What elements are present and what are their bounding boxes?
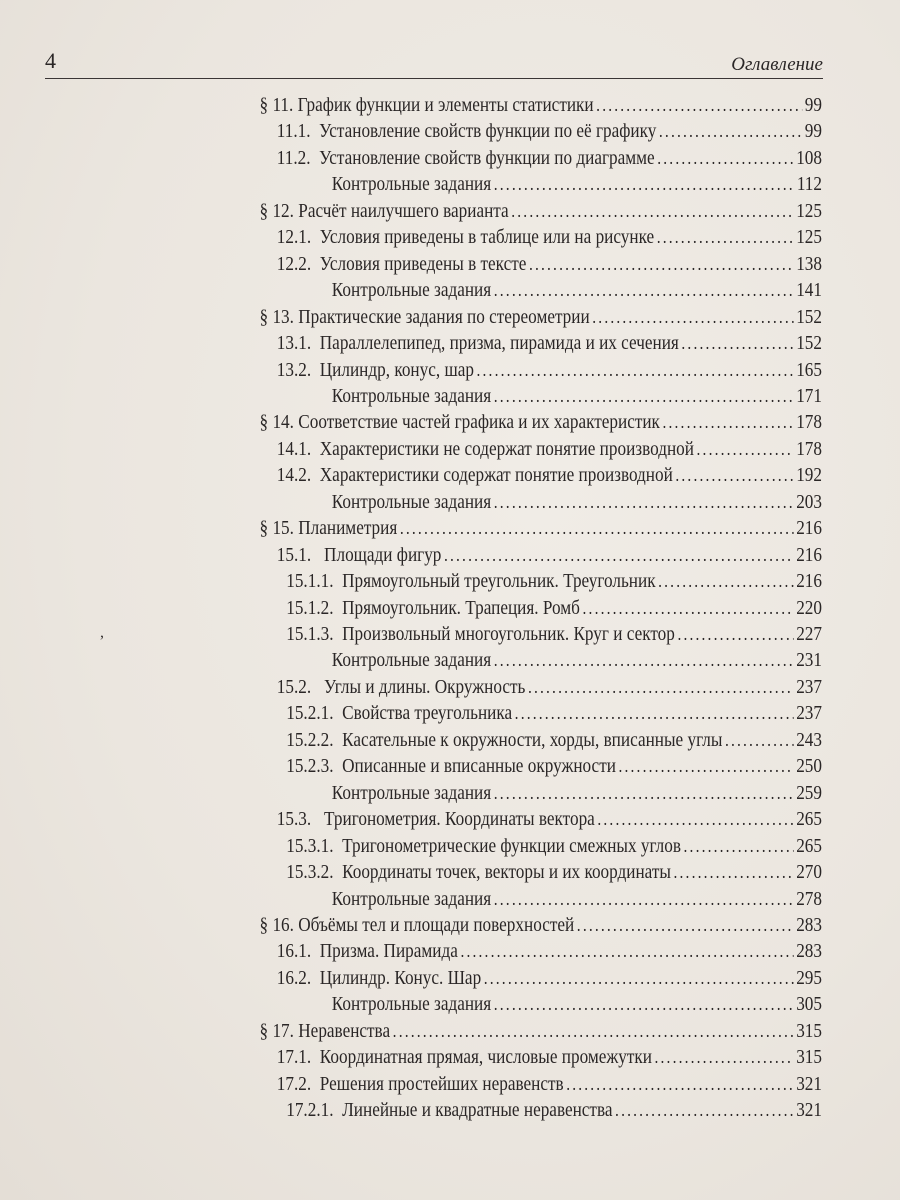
page-number: 4 bbox=[45, 48, 56, 73]
toc-entry-page: 231 bbox=[796, 649, 822, 672]
dot-leader bbox=[681, 330, 793, 356]
toc-entry-label bbox=[332, 780, 491, 806]
toc-entry-page: 216 bbox=[796, 543, 822, 566]
toc-entry[interactable] bbox=[286, 727, 822, 753]
toc-entry-label bbox=[277, 357, 474, 383]
toc-entry[interactable] bbox=[332, 171, 822, 197]
toc-entry[interactable] bbox=[277, 118, 822, 144]
toc-entry-label bbox=[277, 542, 442, 568]
print-speck: , bbox=[100, 624, 104, 641]
toc-entry-page: 237 bbox=[796, 675, 822, 698]
toc-entry-number: § 17. bbox=[259, 1019, 294, 1042]
toc-entry-title: Решения простейших неравенств bbox=[319, 1072, 564, 1095]
toc-entry[interactable] bbox=[260, 304, 822, 330]
toc-entry[interactable] bbox=[260, 515, 822, 541]
toc-entry-page: 108 bbox=[796, 146, 822, 169]
dot-leader bbox=[659, 118, 802, 144]
toc-entry-label bbox=[277, 806, 595, 832]
dot-leader bbox=[596, 92, 802, 118]
toc-entry[interactable] bbox=[277, 938, 822, 964]
dot-leader bbox=[400, 515, 794, 541]
toc-entry[interactable] bbox=[332, 383, 822, 409]
toc-entry-number: § 11. bbox=[259, 94, 294, 116]
dot-leader bbox=[460, 938, 793, 964]
toc-entry-page: 178 bbox=[796, 437, 822, 460]
toc-entry[interactable] bbox=[286, 1097, 822, 1123]
toc-entry-number: 13.2. bbox=[276, 358, 312, 381]
dot-leader bbox=[484, 965, 794, 991]
toc-entry-title: Касательные к окружности, хорды, вписанные углы bbox=[342, 728, 723, 751]
dot-leader bbox=[494, 647, 794, 673]
toc-entry-label bbox=[332, 277, 491, 303]
toc-entry-page: 216 bbox=[796, 570, 822, 593]
toc-entry[interactable] bbox=[277, 224, 822, 250]
spacer bbox=[311, 1046, 320, 1068]
spacer bbox=[334, 861, 343, 883]
toc-entry-page: 278 bbox=[796, 887, 822, 910]
toc-entry-page: 243 bbox=[796, 728, 822, 751]
spacer bbox=[334, 623, 343, 645]
toc-entry[interactable] bbox=[277, 674, 822, 700]
toc-entry[interactable] bbox=[260, 198, 822, 224]
toc-entry-title: Углы и длины. Окружность bbox=[319, 675, 526, 698]
spacer bbox=[311, 147, 320, 169]
toc-entry-label bbox=[286, 727, 722, 753]
spacer bbox=[334, 597, 343, 619]
toc-entry-page: 250 bbox=[796, 755, 822, 778]
toc-entry-page: 152 bbox=[796, 305, 822, 328]
toc-entry-title: Параллелепипед, призма, пирамида и их сечения bbox=[319, 332, 679, 355]
toc-entry-page: 315 bbox=[796, 1019, 822, 1042]
dot-leader bbox=[477, 357, 794, 383]
dot-leader bbox=[657, 224, 794, 250]
toc-entry-label bbox=[286, 833, 681, 859]
toc-entry[interactable] bbox=[332, 780, 822, 806]
dot-leader bbox=[583, 595, 794, 621]
spacer bbox=[311, 1073, 320, 1095]
toc-entry-title: График функции и элементы статистики bbox=[297, 94, 594, 116]
toc-entry-title: Характеристики содержат понятие производной bbox=[319, 464, 673, 487]
toc-entry-title: Цилиндр. Конус. Шар bbox=[319, 966, 482, 989]
toc-entry-page: 265 bbox=[796, 834, 822, 857]
toc-entry[interactable] bbox=[332, 647, 822, 673]
toc-entry-title: Расчёт наилучшего варианта bbox=[298, 199, 509, 222]
toc-entry-title: Характеристики не содержат понятие производной bbox=[319, 437, 694, 460]
toc-entry-title: Контрольные задания bbox=[331, 279, 492, 302]
toc-entry-title: Объёмы тел и площади поверхностей bbox=[298, 913, 575, 936]
toc-entry-number: § 15. bbox=[259, 517, 294, 540]
toc-entry-page: 321 bbox=[796, 1072, 822, 1095]
spacer bbox=[334, 1099, 343, 1121]
toc-entry-page: 270 bbox=[796, 861, 822, 884]
spacer bbox=[311, 967, 320, 989]
toc-entry-number: 15.2.2. bbox=[286, 728, 334, 751]
toc-entry-title: Тригонометрия. Координаты вектора bbox=[319, 808, 595, 831]
toc-entry-page: 171 bbox=[796, 384, 822, 407]
toc-entry[interactable] bbox=[260, 409, 822, 435]
dot-leader bbox=[566, 1071, 793, 1097]
toc-entry-label bbox=[260, 912, 575, 938]
toc-entry-title: Контрольные задания bbox=[331, 649, 492, 672]
dot-leader bbox=[515, 700, 794, 726]
toc-entry-title: Произвольный многоугольник. Круг и сектор bbox=[342, 623, 675, 645]
toc-entry[interactable] bbox=[286, 833, 822, 859]
toc-entry-page: 295 bbox=[796, 966, 822, 989]
toc-entry-page: 178 bbox=[796, 411, 822, 434]
toc-entry-number: 15.1.3. bbox=[286, 623, 334, 645]
toc-entry-title: Призма. Пирамида bbox=[319, 940, 458, 963]
toc-entry-number: 17.2.1. bbox=[286, 1099, 334, 1122]
toc-entry-label bbox=[277, 436, 694, 462]
dot-leader bbox=[528, 674, 794, 700]
toc-entry-title: Планиметрия bbox=[298, 517, 398, 540]
dot-leader bbox=[494, 886, 794, 912]
toc-entry-page: 259 bbox=[796, 781, 822, 804]
toc-entry-page: 165 bbox=[796, 358, 822, 381]
toc-entry-number: 15.3.1. bbox=[286, 834, 334, 857]
spacer bbox=[311, 226, 320, 248]
dot-leader bbox=[674, 859, 794, 885]
toc-entry-title: Контрольные задания bbox=[331, 384, 492, 407]
dot-leader bbox=[619, 753, 794, 779]
toc-entry[interactable] bbox=[286, 700, 822, 726]
dot-leader bbox=[615, 1097, 794, 1123]
dot-leader bbox=[675, 462, 793, 488]
toc-entry-number: 14.2. bbox=[276, 464, 312, 487]
spacer bbox=[334, 702, 343, 724]
dot-leader bbox=[494, 383, 794, 409]
toc-entry-title: Установление свойств функции по диаграмме bbox=[319, 146, 655, 169]
toc-entry-page: 99 bbox=[804, 120, 822, 143]
dot-leader bbox=[494, 489, 794, 515]
toc-entry[interactable] bbox=[277, 806, 822, 832]
toc-entry-label bbox=[260, 1018, 391, 1044]
dot-leader bbox=[494, 991, 794, 1017]
toc-entry-label bbox=[332, 383, 491, 409]
toc-entry[interactable] bbox=[277, 542, 822, 568]
dot-leader bbox=[592, 304, 793, 330]
toc-entry-number: 12.2. bbox=[276, 252, 312, 275]
toc-entry-label bbox=[260, 198, 509, 224]
toc-entry-number: 12.1. bbox=[276, 226, 312, 249]
toc-entry-number: 13.1. bbox=[276, 332, 312, 355]
toc-entry[interactable] bbox=[277, 436, 822, 462]
toc-entry[interactable] bbox=[277, 965, 822, 991]
toc-entry-number: 15.1.1. bbox=[286, 570, 334, 593]
toc-entry-number: 15.3.2. bbox=[286, 861, 334, 884]
toc-entry-label bbox=[277, 145, 655, 171]
spacer bbox=[311, 676, 320, 698]
running-title: Оглавление bbox=[731, 54, 823, 75]
dot-leader bbox=[677, 621, 793, 647]
page-header bbox=[45, 48, 823, 79]
dot-leader bbox=[393, 1018, 794, 1044]
toc-entry-title: Координатная прямая, числовые промежутки bbox=[319, 1046, 652, 1069]
toc-entry-page: 138 bbox=[796, 252, 822, 275]
toc-entry[interactable] bbox=[332, 277, 822, 303]
toc-entry-number: 17.2. bbox=[276, 1072, 312, 1095]
toc-entry-label bbox=[277, 938, 458, 964]
toc-entry-page: 305 bbox=[796, 993, 822, 1016]
toc-entry-title: Установление свойств функции по её графику bbox=[319, 120, 657, 143]
spacer bbox=[334, 729, 343, 751]
toc-entry[interactable] bbox=[332, 991, 822, 1017]
toc-entry-title: Условия приведены в тексте bbox=[319, 252, 527, 275]
toc-entry-label bbox=[260, 92, 594, 118]
toc-entry-label bbox=[277, 1071, 564, 1097]
toc-entry-number: 15.2. bbox=[276, 675, 312, 698]
spacer bbox=[311, 808, 320, 830]
toc-entry[interactable] bbox=[277, 1044, 822, 1070]
toc-entry[interactable] bbox=[286, 621, 822, 647]
toc-entry-title: Практические задания по стереометрии bbox=[298, 305, 590, 328]
toc-entry-number: 15.2.1. bbox=[286, 702, 334, 725]
toc-entry-title: Контрольные задания bbox=[331, 490, 492, 513]
toc-entry-label bbox=[332, 647, 491, 673]
toc-entry-page: 152 bbox=[796, 332, 822, 355]
dot-leader bbox=[684, 833, 794, 859]
toc-entry-label bbox=[277, 118, 657, 144]
toc-entry-label bbox=[260, 409, 660, 435]
toc-entry-label bbox=[286, 568, 655, 594]
toc-entry[interactable] bbox=[332, 489, 822, 515]
toc-entry-title: Описанные и вписанные окружности bbox=[342, 755, 616, 778]
spacer bbox=[334, 570, 343, 592]
toc-entry-page: 265 bbox=[796, 808, 822, 831]
toc-entry-page: 203 bbox=[796, 490, 822, 513]
toc-entry-label bbox=[332, 991, 491, 1017]
toc-entry[interactable] bbox=[277, 145, 822, 171]
toc-entry-number: § 13. bbox=[259, 305, 294, 328]
toc-entry-label bbox=[286, 700, 512, 726]
spacer bbox=[311, 464, 320, 486]
toc-entry-label bbox=[332, 886, 491, 912]
spacer bbox=[311, 544, 320, 566]
toc-entry-label bbox=[286, 859, 671, 885]
spacer bbox=[334, 755, 343, 777]
toc-entry-label bbox=[277, 462, 673, 488]
toc-entry-number: 16.1. bbox=[276, 940, 312, 963]
toc-entry[interactable] bbox=[286, 859, 822, 885]
toc-entry-label bbox=[286, 621, 675, 647]
toc-entry[interactable] bbox=[260, 1018, 822, 1044]
toc-entry-number: 15.1.2. bbox=[286, 596, 334, 619]
dot-leader bbox=[655, 1044, 794, 1070]
spacer bbox=[311, 438, 320, 460]
toc-entry-title: Тригонометрические функции смежных углов bbox=[342, 834, 681, 857]
toc-entry-page: 321 bbox=[796, 1099, 822, 1122]
toc-entry-page: 141 bbox=[796, 279, 822, 302]
dot-leader bbox=[529, 251, 794, 277]
toc-entry-title: Прямоугольник. Трапеция. Ромб bbox=[342, 596, 580, 619]
toc-entry-title: Контрольные задания bbox=[331, 887, 492, 910]
dot-leader bbox=[662, 409, 793, 435]
toc-entry-number: 16.2. bbox=[276, 966, 312, 989]
toc-entry-title: Цилиндр, конус, шар bbox=[319, 358, 474, 381]
toc-entry-title: Линейные и квадратные неравенства bbox=[342, 1099, 613, 1122]
toc-entry-label bbox=[277, 674, 526, 700]
toc-entry-title: Соответствие частей графика и их характеристик bbox=[298, 411, 660, 434]
toc-entry-page: 315 bbox=[796, 1046, 822, 1069]
toc-entry-page: 220 bbox=[796, 596, 822, 619]
toc-entry[interactable] bbox=[286, 753, 822, 779]
dot-leader bbox=[444, 542, 794, 568]
toc-entry[interactable] bbox=[277, 462, 822, 488]
spacer bbox=[311, 359, 320, 381]
toc-entry-title: Прямоугольный треугольник. Треугольник bbox=[342, 570, 656, 593]
toc-entry-page: 112 bbox=[796, 173, 822, 196]
spacer bbox=[311, 940, 320, 962]
toc-entry-number: § 12. bbox=[259, 199, 294, 222]
toc-entry[interactable] bbox=[332, 886, 822, 912]
toc-entry[interactable] bbox=[277, 330, 822, 356]
toc-entry[interactable] bbox=[277, 251, 822, 277]
toc-entry-page: 125 bbox=[796, 199, 822, 222]
toc-entry-label bbox=[286, 595, 580, 621]
toc-entry-page: 125 bbox=[796, 226, 822, 249]
dot-leader bbox=[511, 198, 793, 224]
toc-entry-label bbox=[286, 753, 616, 779]
toc-entry-number: 15.1. bbox=[276, 543, 312, 566]
toc-entry-title: Контрольные задания bbox=[331, 993, 492, 1016]
toc-entry-label bbox=[260, 515, 398, 541]
dot-leader bbox=[577, 912, 794, 938]
toc-entry-label bbox=[332, 489, 491, 515]
toc-entry-title: Координаты точек, векторы и их координаты bbox=[342, 861, 671, 884]
toc-entry-label bbox=[277, 1044, 652, 1070]
toc-entry-title: Неравенства bbox=[298, 1019, 391, 1042]
toc-entry-label bbox=[277, 251, 527, 277]
toc-entry-title: Площади фигур bbox=[319, 543, 442, 566]
dot-leader bbox=[697, 436, 794, 462]
toc-entry-number: 17.1. bbox=[276, 1046, 312, 1069]
toc-entry-number: 15.2.3. bbox=[286, 755, 334, 778]
toc-entry-label bbox=[277, 965, 481, 991]
toc-entry-title: Свойства треугольника bbox=[342, 702, 513, 725]
toc-entry-number: 15.3. bbox=[276, 808, 312, 831]
spacer bbox=[311, 120, 320, 142]
toc-entry-page: 216 bbox=[796, 517, 822, 540]
toc-entry-page: 99 bbox=[804, 94, 822, 116]
toc-entry[interactable] bbox=[277, 1071, 822, 1097]
toc-entry-number: 11.2. bbox=[276, 146, 311, 169]
toc-entry[interactable] bbox=[260, 92, 822, 118]
spacer bbox=[334, 835, 343, 857]
toc-entry-label bbox=[286, 1097, 612, 1123]
toc-entry-label bbox=[277, 224, 654, 250]
toc-entry-page: 237 bbox=[796, 702, 822, 725]
toc-entry-page: 283 bbox=[796, 940, 822, 963]
dot-leader bbox=[725, 727, 794, 753]
toc-entry-page: 227 bbox=[796, 623, 822, 645]
toc-entry-page: 283 bbox=[796, 913, 822, 936]
toc-entry-page: 192 bbox=[796, 464, 822, 487]
toc-entry-number: § 14. bbox=[259, 411, 294, 434]
spacer bbox=[311, 253, 320, 275]
toc-entry[interactable] bbox=[286, 595, 822, 621]
toc-entry-number: 11.1. bbox=[276, 120, 311, 143]
toc-entry-number: § 16. bbox=[259, 913, 294, 936]
toc-entry[interactable] bbox=[277, 357, 822, 383]
toc-entry-label bbox=[332, 171, 491, 197]
toc-entry-number: 14.1. bbox=[276, 437, 312, 460]
toc-entry-title: Контрольные задания bbox=[331, 173, 492, 196]
toc-entry-title: Контрольные задания bbox=[331, 781, 492, 804]
toc-entry-label bbox=[277, 330, 679, 356]
dot-leader bbox=[494, 171, 794, 197]
toc-entry-label bbox=[260, 304, 590, 330]
dot-leader bbox=[494, 780, 794, 806]
dot-leader bbox=[494, 277, 794, 303]
dot-leader bbox=[657, 145, 793, 171]
toc-entry[interactable] bbox=[286, 568, 822, 594]
toc-entry[interactable] bbox=[260, 912, 822, 938]
dot-leader bbox=[658, 568, 793, 594]
toc-entry-title: Условия приведены в таблице или на рисунке bbox=[319, 226, 655, 249]
spacer bbox=[311, 332, 320, 354]
dot-leader bbox=[597, 806, 793, 832]
